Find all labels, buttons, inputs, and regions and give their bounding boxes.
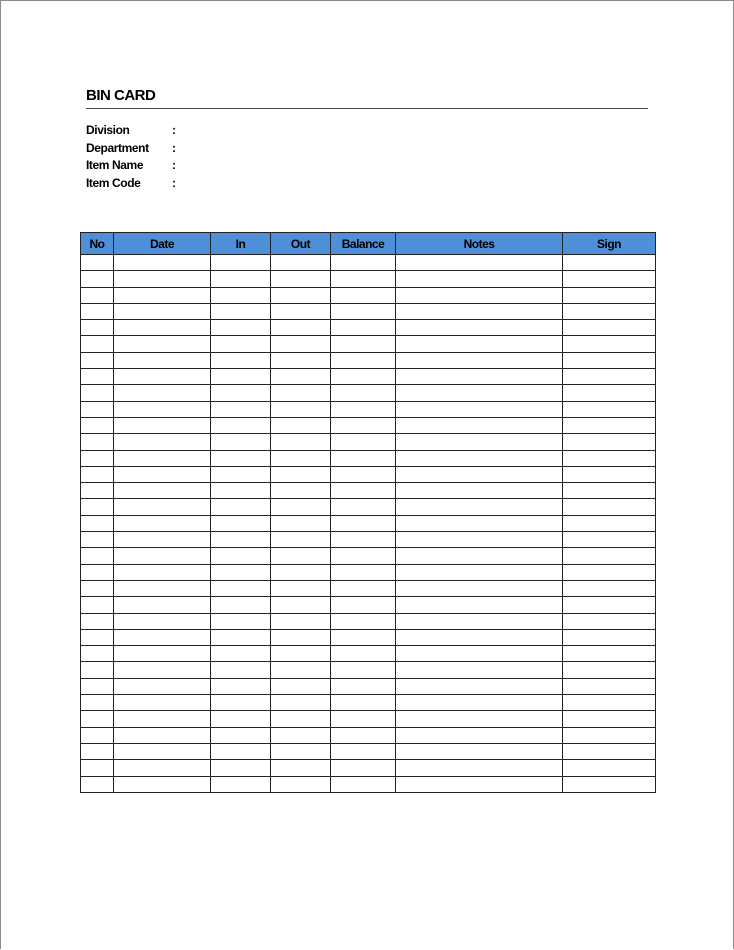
table-cell [331, 499, 396, 515]
table-cell [563, 548, 656, 564]
table-cell [114, 385, 211, 401]
table-cell [114, 727, 211, 743]
table-cell [114, 678, 211, 694]
table-cell [211, 662, 271, 678]
table-cell [114, 646, 211, 662]
table-cell [396, 385, 563, 401]
table-row [81, 532, 656, 548]
table-cell [271, 629, 331, 645]
table-cell [331, 580, 396, 596]
table-cell [331, 385, 396, 401]
table-cell [81, 646, 114, 662]
table-cell [331, 466, 396, 482]
table-cell [563, 695, 656, 711]
table-cell [114, 629, 211, 645]
table-cell [114, 597, 211, 613]
table-cell [396, 743, 563, 759]
table-cell [211, 466, 271, 482]
table-cell [81, 271, 114, 287]
table-cell [331, 352, 396, 368]
table-cell [211, 515, 271, 531]
table-cell [271, 727, 331, 743]
table-cell [271, 695, 331, 711]
table-cell [271, 336, 331, 352]
table-row [81, 580, 656, 596]
table-cell [331, 369, 396, 385]
table-cell [396, 515, 563, 531]
table-cell [81, 515, 114, 531]
table-cell [271, 385, 331, 401]
table-cell [563, 727, 656, 743]
table-cell [563, 711, 656, 727]
table-cell [81, 711, 114, 727]
table-row [81, 466, 656, 482]
table-cell [81, 499, 114, 515]
table-cell [81, 466, 114, 482]
table-row [81, 287, 656, 303]
table-cell [331, 711, 396, 727]
table-cell [81, 743, 114, 759]
table-cell [396, 760, 563, 776]
table-cell [81, 450, 114, 466]
field-label: Item Code [86, 175, 141, 190]
table-cell [114, 532, 211, 548]
table-cell [114, 548, 211, 564]
table-cell [114, 450, 211, 466]
table-cell [331, 727, 396, 743]
table-cell [114, 303, 211, 319]
table-cell [271, 678, 331, 694]
table-cell [211, 760, 271, 776]
table-cell [81, 417, 114, 433]
table-row [81, 271, 656, 287]
field-label: Department [86, 140, 149, 155]
table-cell [211, 646, 271, 662]
field-division [86, 121, 182, 139]
table-cell [563, 417, 656, 433]
table-cell [563, 401, 656, 417]
table-cell [396, 303, 563, 319]
table-cell [114, 711, 211, 727]
table-cell [81, 564, 114, 580]
table-cell [563, 434, 656, 450]
field-item-code [86, 174, 182, 192]
table-cell [211, 776, 271, 792]
table-cell [396, 320, 563, 336]
table-cell [396, 548, 563, 564]
table-cell [211, 271, 271, 287]
table-cell [81, 727, 114, 743]
table-cell [396, 662, 563, 678]
field-separator: : [172, 122, 176, 137]
table-row [81, 727, 656, 743]
table-cell [211, 401, 271, 417]
table-row [81, 369, 656, 385]
table-cell [271, 483, 331, 499]
field-label: Item Name [86, 158, 144, 173]
table-cell [396, 597, 563, 613]
table-cell [331, 662, 396, 678]
table-cell [331, 417, 396, 433]
table-cell [271, 564, 331, 580]
table-row [81, 434, 656, 450]
table-cell [396, 466, 563, 482]
table-cell [81, 776, 114, 792]
table-cell [563, 776, 656, 792]
table-cell [563, 287, 656, 303]
table-cell [563, 580, 656, 596]
table-cell [331, 450, 396, 466]
table-row [81, 776, 656, 792]
table-cell [396, 417, 563, 433]
table-cell [331, 629, 396, 645]
table-cell [211, 336, 271, 352]
table-cell [563, 564, 656, 580]
table-cell [81, 385, 114, 401]
table-cell [563, 678, 656, 694]
table-cell [396, 434, 563, 450]
table-cell [271, 303, 331, 319]
table-cell [114, 499, 211, 515]
table-cell [211, 548, 271, 564]
table-cell [81, 580, 114, 596]
table-cell [331, 271, 396, 287]
table-cell [331, 336, 396, 352]
table-cell [563, 320, 656, 336]
table-cell [271, 597, 331, 613]
field-separator: : [172, 158, 176, 173]
table-cell [563, 499, 656, 515]
table-cell [211, 695, 271, 711]
table-cell [114, 466, 211, 482]
table-cell [211, 711, 271, 727]
column-header-sign: Sign [563, 233, 656, 255]
field-department [86, 139, 182, 157]
table-cell [563, 336, 656, 352]
table-cell [211, 678, 271, 694]
table-cell [81, 336, 114, 352]
table-cell [331, 287, 396, 303]
table-cell [81, 369, 114, 385]
table-row [81, 613, 656, 629]
table-row [81, 417, 656, 433]
table-cell [211, 287, 271, 303]
table-cell [114, 776, 211, 792]
table-row [81, 483, 656, 499]
table-cell [331, 695, 396, 711]
table-row [81, 401, 656, 417]
table-cell [114, 352, 211, 368]
table-cell [114, 320, 211, 336]
table-row [81, 695, 656, 711]
table-cell [114, 613, 211, 629]
bin-card-ledger-table [80, 232, 656, 793]
table-cell [563, 255, 656, 271]
table-cell [396, 727, 563, 743]
table-cell [81, 597, 114, 613]
table-cell [211, 385, 271, 401]
table-cell [396, 369, 563, 385]
table-row [81, 499, 656, 515]
table-cell [114, 369, 211, 385]
table-cell [396, 532, 563, 548]
table-cell [563, 743, 656, 759]
page-title: BIN CARD [86, 87, 156, 104]
table-cell [396, 255, 563, 271]
table-row [81, 711, 656, 727]
table-cell [563, 303, 656, 319]
table-cell [331, 776, 396, 792]
table-cell [331, 255, 396, 271]
table-cell [331, 548, 396, 564]
table-cell [211, 499, 271, 515]
table-cell [211, 417, 271, 433]
table-cell [271, 466, 331, 482]
table-cell [271, 613, 331, 629]
field-separator: : [172, 140, 176, 155]
table-cell [396, 776, 563, 792]
table-cell [211, 597, 271, 613]
table-cell [271, 776, 331, 792]
table-cell [114, 434, 211, 450]
table-cell [271, 499, 331, 515]
table-cell [396, 613, 563, 629]
table-cell [331, 597, 396, 613]
table-row [81, 743, 656, 759]
table-cell [211, 743, 271, 759]
table-cell [271, 532, 331, 548]
table-cell [396, 499, 563, 515]
table-cell [211, 369, 271, 385]
table-cell [271, 401, 331, 417]
table-cell [563, 369, 656, 385]
table-cell [396, 646, 563, 662]
table-cell [563, 646, 656, 662]
table-cell [396, 287, 563, 303]
table-cell [331, 515, 396, 531]
table-row [81, 597, 656, 613]
table-cell [114, 760, 211, 776]
table-cell [331, 320, 396, 336]
table-cell [211, 629, 271, 645]
table-cell [396, 629, 563, 645]
column-header-in: In [211, 233, 271, 255]
table-cell [81, 548, 114, 564]
table-row [81, 678, 656, 694]
table-cell [211, 564, 271, 580]
table-cell [396, 695, 563, 711]
table-cell [211, 483, 271, 499]
table-cell [563, 483, 656, 499]
table-cell [331, 532, 396, 548]
table-cell [563, 466, 656, 482]
table-cell [396, 401, 563, 417]
table-cell [396, 336, 563, 352]
table-cell [211, 450, 271, 466]
table-cell [114, 743, 211, 759]
table-cell [331, 303, 396, 319]
table-cell [114, 255, 211, 271]
title-divider [86, 108, 648, 109]
table-cell [81, 434, 114, 450]
table-row [81, 629, 656, 645]
table-cell [331, 760, 396, 776]
column-header-date: Date [114, 233, 211, 255]
table-cell [114, 401, 211, 417]
table-cell [81, 760, 114, 776]
table-cell [563, 613, 656, 629]
table-header-row [81, 233, 656, 255]
table-cell [81, 678, 114, 694]
table-cell [81, 695, 114, 711]
table-cell [271, 271, 331, 287]
table-row [81, 336, 656, 352]
table-cell [271, 255, 331, 271]
table-cell [211, 727, 271, 743]
table-cell [114, 695, 211, 711]
table-cell [81, 352, 114, 368]
table-cell [81, 483, 114, 499]
table-row [81, 255, 656, 271]
table-row [81, 564, 656, 580]
table-cell [114, 564, 211, 580]
table-cell [271, 662, 331, 678]
table-cell [331, 613, 396, 629]
table-cell [563, 760, 656, 776]
table-cell [211, 580, 271, 596]
table-row [81, 450, 656, 466]
table-cell [271, 352, 331, 368]
table-cell [114, 662, 211, 678]
table-cell [271, 646, 331, 662]
table-cell [563, 662, 656, 678]
table-cell [563, 450, 656, 466]
table-cell [396, 564, 563, 580]
table-cell [331, 564, 396, 580]
field-label: Division [86, 122, 130, 137]
table-cell [81, 303, 114, 319]
table-row [81, 320, 656, 336]
table-cell [331, 678, 396, 694]
table-cell [81, 255, 114, 271]
table-cell [211, 352, 271, 368]
header-fields [86, 121, 182, 192]
table-cell [211, 532, 271, 548]
table-cell [396, 711, 563, 727]
table-cell [271, 450, 331, 466]
table-cell [271, 743, 331, 759]
table-cell [563, 352, 656, 368]
table-cell [211, 255, 271, 271]
table-row [81, 662, 656, 678]
table-cell [563, 515, 656, 531]
table-cell [271, 320, 331, 336]
table-row [81, 385, 656, 401]
table-cell [114, 271, 211, 287]
table-cell [81, 662, 114, 678]
table-cell [114, 417, 211, 433]
table-cell [396, 450, 563, 466]
table-cell [114, 287, 211, 303]
table-cell [271, 369, 331, 385]
table-cell [271, 434, 331, 450]
table-cell [563, 597, 656, 613]
table-cell [81, 613, 114, 629]
table-cell [114, 336, 211, 352]
table-body [81, 255, 656, 793]
table-cell [81, 401, 114, 417]
table-cell [563, 532, 656, 548]
table-cell [81, 287, 114, 303]
table-cell [396, 483, 563, 499]
table-cell [331, 483, 396, 499]
table-cell [271, 548, 331, 564]
table-cell [211, 434, 271, 450]
table-cell [396, 352, 563, 368]
table-cell [331, 743, 396, 759]
table-cell [81, 629, 114, 645]
table-cell [396, 678, 563, 694]
table-row [81, 515, 656, 531]
table-cell [114, 515, 211, 531]
table-cell [81, 320, 114, 336]
table-cell [211, 303, 271, 319]
table-cell [331, 646, 396, 662]
table-row [81, 548, 656, 564]
table-row [81, 303, 656, 319]
table-cell [271, 287, 331, 303]
table-cell [211, 320, 271, 336]
table-cell [563, 385, 656, 401]
table-cell [331, 434, 396, 450]
column-header-out: Out [271, 233, 331, 255]
field-separator: : [172, 175, 176, 190]
table-cell [81, 532, 114, 548]
table-cell [396, 580, 563, 596]
table-cell [563, 271, 656, 287]
field-item-name [86, 156, 182, 174]
column-header-balance: Balance [331, 233, 396, 255]
table-cell [271, 515, 331, 531]
column-header-no: No [81, 233, 114, 255]
table-cell [114, 580, 211, 596]
table-cell [271, 711, 331, 727]
table-cell [396, 271, 563, 287]
table-cell [271, 580, 331, 596]
table-cell [271, 760, 331, 776]
table-cell [563, 629, 656, 645]
table-row [81, 760, 656, 776]
column-header-notes: Notes [396, 233, 563, 255]
table-cell [271, 417, 331, 433]
table-row [81, 352, 656, 368]
table-cell [331, 401, 396, 417]
table-cell [211, 613, 271, 629]
table-cell [114, 483, 211, 499]
table-row [81, 646, 656, 662]
